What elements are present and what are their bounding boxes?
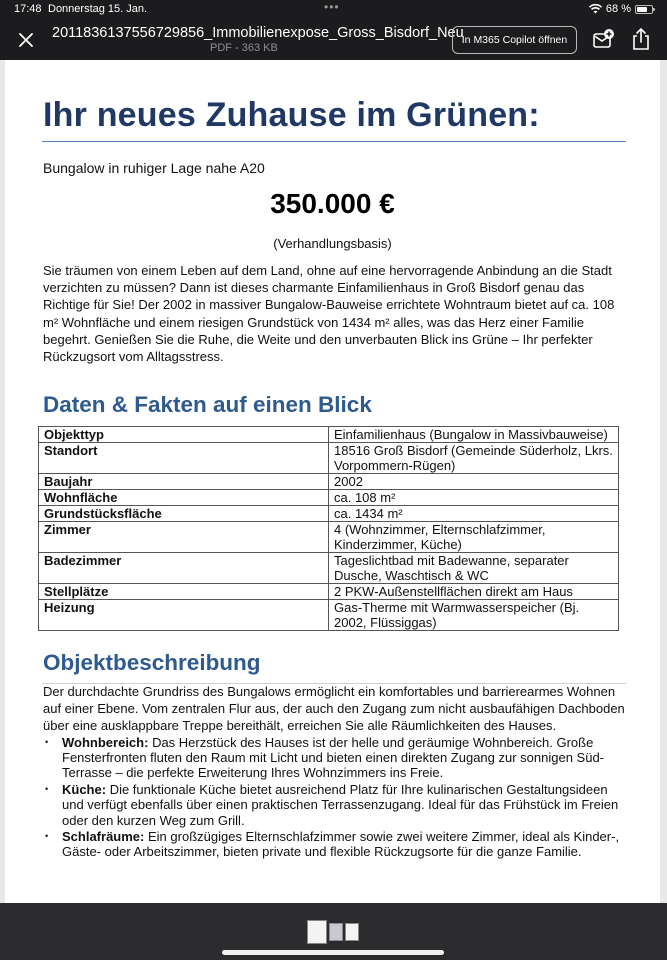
fact-label: Zimmer xyxy=(39,522,329,553)
fact-label: Stellplätze xyxy=(39,584,329,600)
feature-item xyxy=(43,782,628,828)
price-note: (Verhandlungsbasis) xyxy=(273,236,392,251)
feature-item xyxy=(43,829,628,859)
close-button[interactable] xyxy=(14,28,38,52)
feature-text: Ein großzügiges Elternschlafzimmer sowie zwei weitere Zimmer, ideal als Kinder-, Gäste- oder Arbeitszimmer, bieten private und flexible Rückzugsorte für die ganze Familie. xyxy=(62,829,620,860)
page-thumbnail[interactable] xyxy=(345,923,359,941)
mail-add-icon xyxy=(592,28,616,50)
fact-label: Objekttyp xyxy=(39,427,329,443)
share-button[interactable] xyxy=(630,27,652,51)
status-indicators xyxy=(589,3,653,15)
top-bar xyxy=(0,0,667,60)
fact-label: Grundstücksfläche xyxy=(39,506,329,522)
intro-paragraph: Sie träumen von einem Leben auf dem Land, ohne auf eine hervorragende Anbindung an die Stadt verzichten zu müssen? Dann ist dieses charmante Einfamilienhaus in Groß Bisdorf genau das Richtige für Sie! Der 2002 in massiver Bungalow-Bauweise errichtete Wohntraum bietet auf ca. 108 m² Wohnfläche und einem riesigen Grundstück von 1434 m² alles, was das Herz einer Familie begehrt. Genießen Sie die Ruhe, die Weite und den unverbauten Blick ins Grüne – Ihr perfekter Rückzugsort vom Alltagsstress. xyxy=(43,263,615,365)
file-meta: PDF - 363 KB xyxy=(210,42,278,54)
document-subtitle: Bungalow in ruhiger Lage nahe A20 xyxy=(43,160,265,176)
fact-label: Wohnfläche xyxy=(39,490,329,506)
fact-value: 4 (Wohnzimmer, Elternschlafzimmer, Kinderzimmer, Küche) xyxy=(329,522,619,553)
title-divider xyxy=(42,141,626,142)
facts-row xyxy=(39,600,619,631)
mail-add-button[interactable] xyxy=(592,28,616,50)
document-viewer[interactable] xyxy=(0,60,667,903)
fact-value: ca. 108 m² xyxy=(329,490,619,506)
open-in-copilot-button[interactable]: In M365 Copilot öffnen xyxy=(452,26,577,54)
status-date: Donnerstag 15. Jan. xyxy=(48,3,148,15)
fact-label: Baujahr xyxy=(39,474,329,490)
fact-value: 2002 xyxy=(329,474,619,490)
home-indicator[interactable] xyxy=(222,950,444,955)
fact-value: ca. 1434 m² xyxy=(329,506,619,522)
description-heading: Objektbeschreibung xyxy=(43,650,261,675)
fact-value: 2 PKW-Außenstellflächen direkt am Haus xyxy=(329,584,619,600)
fact-value: Gas-Therme mit Warmwasserspeicher (Bj. 2002, Flüssiggas) xyxy=(329,600,619,631)
feature-list xyxy=(43,735,628,861)
fact-label: Heizung xyxy=(39,600,329,631)
page-thumbnails[interactable] xyxy=(307,920,359,944)
fact-value: Tageslichtbad mit Badewanne, separater Dusche, Waschtisch & WC xyxy=(329,553,619,584)
battery-percent: 68 % xyxy=(605,3,631,15)
facts-row xyxy=(39,443,619,474)
fact-label: Standort xyxy=(39,443,329,474)
feature-text: Das Herzstück des Hauses ist der helle und geräumige Wohnbereich. Große Fensterfronten fluten den Raum mit Licht und bieten einen direkten Zugang zur sonnigen Süd-Terrasse – die perfekte Erweiterung Ihres Wohnzimmers ins Freie. xyxy=(62,735,605,781)
fact-label: Badezimmer xyxy=(39,553,329,584)
fact-value: 18516 Groß Bisdorf (Gemeinde Süderholz, Lkrs. Vorpommern-Rügen) xyxy=(329,443,619,474)
facts-row xyxy=(39,522,619,553)
status-time: 17:48 xyxy=(14,3,42,15)
feature-term: Küche: xyxy=(62,782,107,798)
share-icon xyxy=(630,27,652,51)
facts-row xyxy=(39,490,619,506)
close-icon xyxy=(18,32,34,48)
facts-row xyxy=(39,506,619,522)
fact-value: Einfamilienhaus (Bungalow in Massivbauweise) xyxy=(329,427,619,443)
facts-row xyxy=(39,427,619,443)
wifi-icon xyxy=(589,4,602,14)
file-name: 2011836137556729856_Immobilienexpose_Gross_Bisdorf_Neu xyxy=(52,25,464,41)
facts-row xyxy=(39,584,619,600)
facts-table xyxy=(38,426,619,631)
facts-row xyxy=(39,553,619,584)
feature-item xyxy=(43,735,628,781)
multitasking-dots-icon[interactable]: ••• xyxy=(324,0,340,14)
description-paragraph: Der durchdachte Grundriss des Bungalows ermöglicht ein komfortables und barrierearmes Wohnen auf einer Ebene. Vom zentralen Flur aus, der auch den Zugang zum nicht ausbaufähigen Dachboden über eine ausklappbare Treppe bereithält, erreichen Sie alle Räumlichkeiten des Hauses. xyxy=(43,684,625,733)
pdf-page xyxy=(5,60,660,903)
bottom-bar xyxy=(0,903,667,960)
battery-level-fill xyxy=(637,7,647,12)
price: 350.000 € xyxy=(270,188,395,219)
page-thumbnail[interactable] xyxy=(329,923,343,941)
facts-row xyxy=(39,474,619,490)
feature-term: Wohnbereich: xyxy=(62,735,149,750)
feature-text: Die funktionale Küche bietet ausreichend Platz für Ihre kulinarischen Gestaltungsideen und verfügt ebenfalls über einen praktischen Terrassenzugang. Ideal für das Frühstück im Freien oder den kurzen Weg zum Grill. xyxy=(62,782,619,828)
document-title: Ihr neues Zuhause im Grünen: xyxy=(43,96,540,134)
facts-heading: Daten & Fakten auf einen Blick xyxy=(43,392,372,417)
page-thumbnail[interactable] xyxy=(307,920,327,944)
feature-term: Schlafräume: xyxy=(62,829,145,845)
battery-icon xyxy=(635,5,653,14)
